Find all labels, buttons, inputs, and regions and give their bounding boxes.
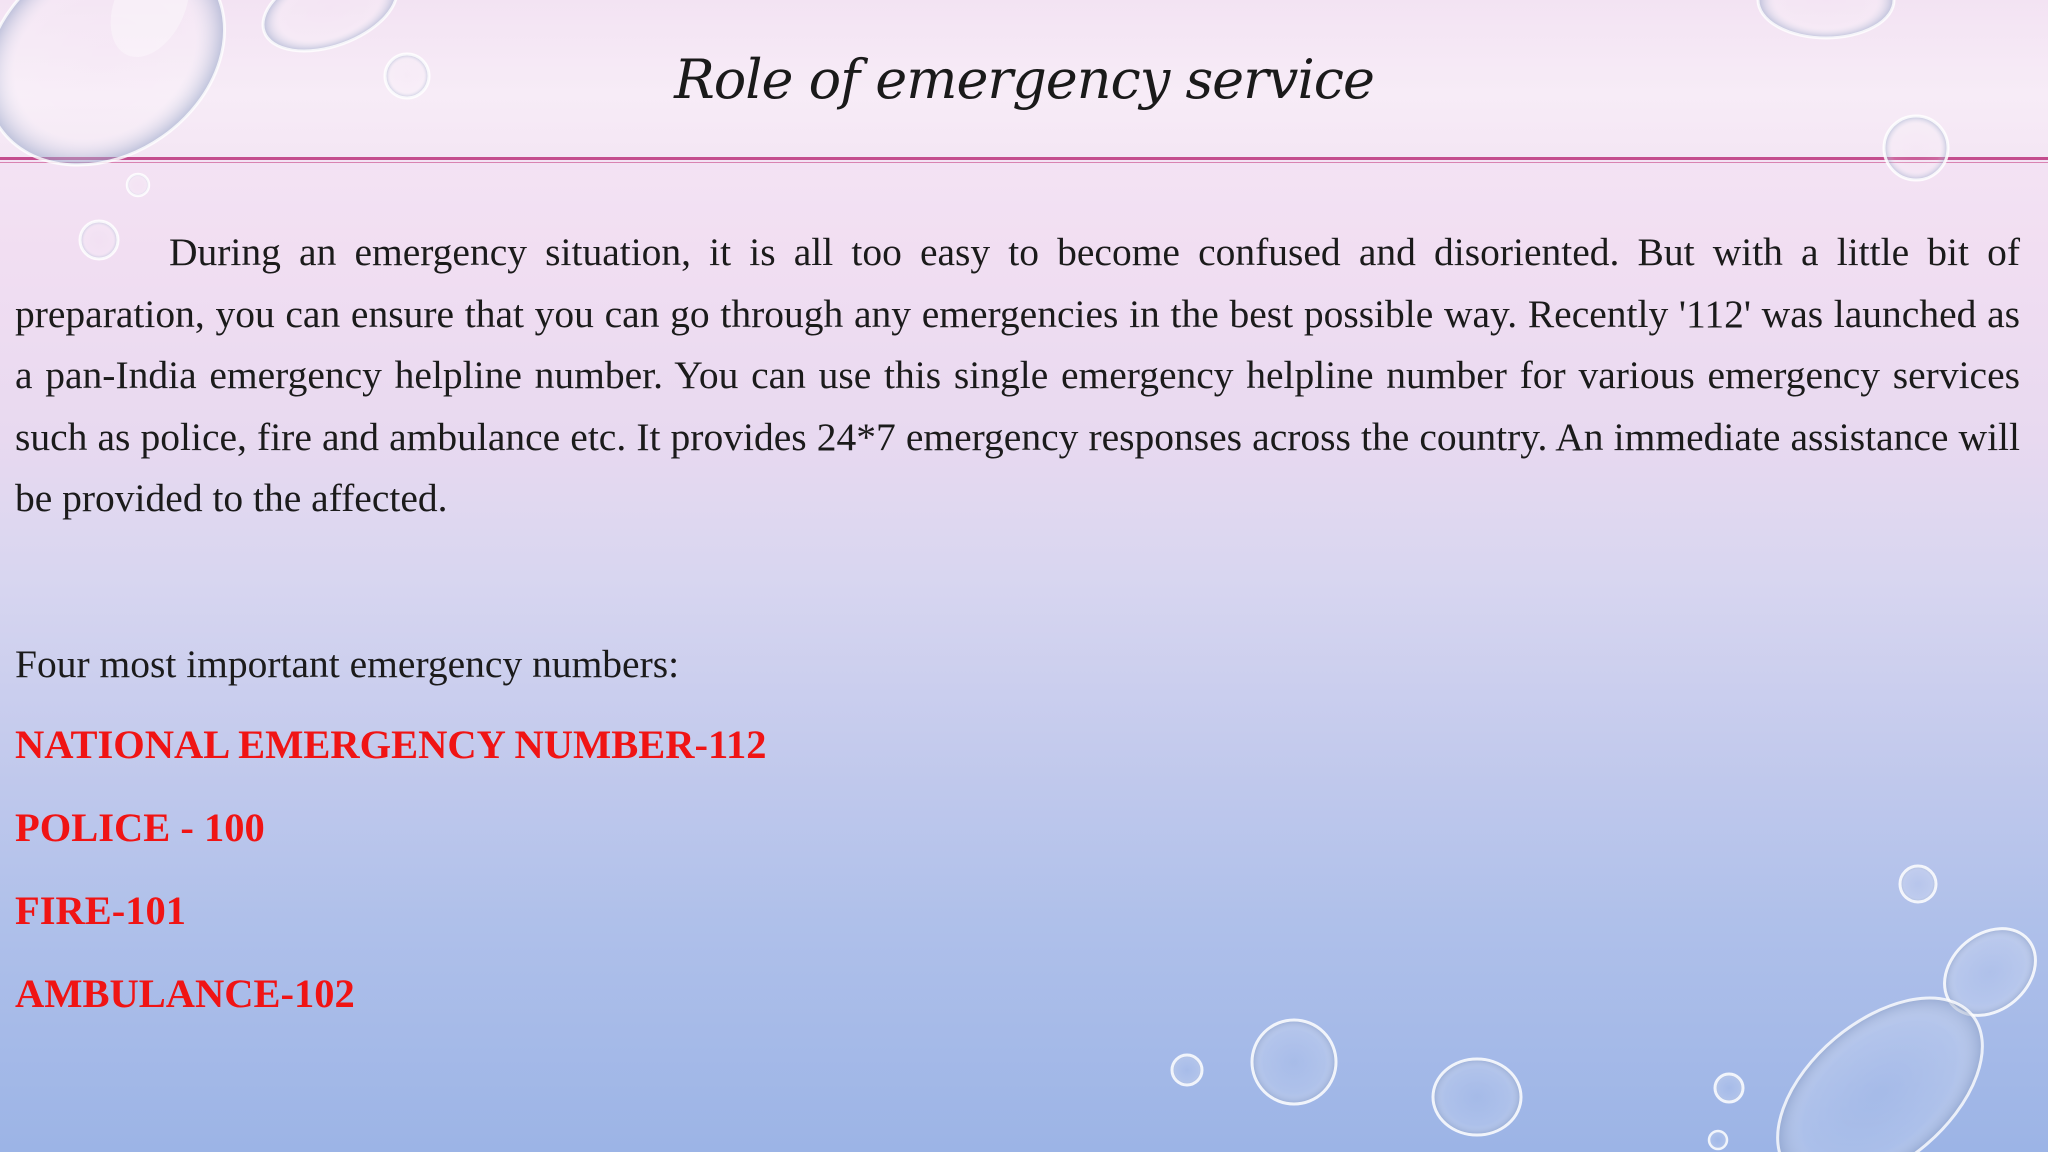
- water-drop-icon: [1715, 1074, 1743, 1102]
- list-item: POLICE - 100: [15, 805, 265, 850]
- emergency-numbers-list: [15, 719, 767, 1051]
- water-drop-icon: [1433, 1059, 1521, 1135]
- list-item: AMBULANCE-102: [15, 971, 355, 1016]
- list-item: FIRE-101: [15, 888, 186, 933]
- title-divider-thin: [0, 162, 2048, 163]
- water-drop-icon: [1709, 1131, 1727, 1149]
- title-divider: [0, 157, 2048, 160]
- water-drop-icon: [1172, 1055, 1202, 1085]
- water-drop-icon: [1252, 1020, 1336, 1104]
- water-drop-icon: [1900, 866, 1936, 902]
- list-heading: Four most important emergency numbers:: [15, 642, 680, 686]
- body-paragraph: During an emergency situation, it is all too easy to become confused and disoriented. But with a little bit of preparation, you can ensure that you can go through any emergencies in the best possible way. Recently '112' was launched as a pan-India emergency helpline number. You can use this single emergency helpline number for various emergency services such as police, fire and ambulance etc. It provides 24*7 emergency responses across the country. An immediate assistance will be provided to the affected.: [15, 230, 2020, 520]
- list-item: NATIONAL EMERGENCY NUMBER-112: [15, 722, 767, 767]
- slide-title: Role of emergency service: [674, 48, 1374, 111]
- water-drop-icon: [1743, 961, 2017, 1152]
- water-drop-icon: [1927, 911, 2048, 1033]
- water-drop-icon: [127, 174, 149, 196]
